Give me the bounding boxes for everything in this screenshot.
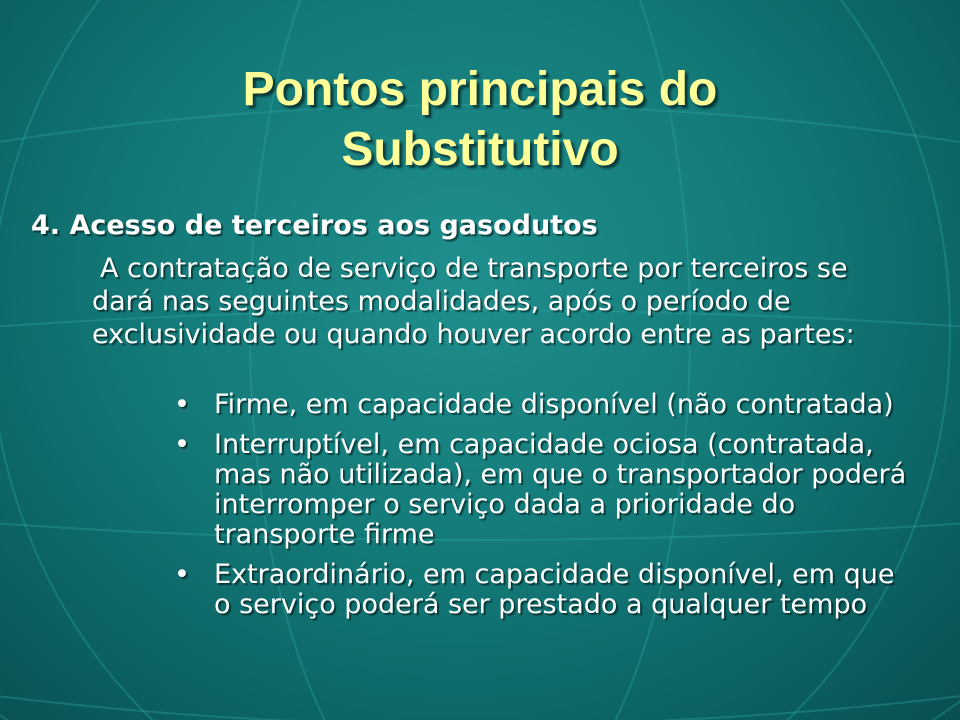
bullet-text: Firme, em capacidade disponível (não contratada) — [214, 389, 894, 420]
slide-title — [0, 60, 960, 180]
bullet-icon: • — [174, 389, 190, 420]
title-line-2: Substitutivo — [341, 123, 619, 176]
list-item — [172, 560, 912, 620]
list-item — [172, 430, 912, 550]
bullet-text: Extraordinário, em capacidade disponível, em que o serviço poderá ser prestado a qualquer tempo — [214, 559, 895, 620]
bullet-list — [172, 390, 912, 630]
section-heading: 4. Acesso de terceiros aos gasodutos — [31, 210, 598, 241]
list-item — [172, 390, 912, 420]
bullet-icon: • — [174, 429, 190, 460]
title-line-1: Pontos principais do — [242, 63, 718, 116]
intro-paragraph: A contratação de serviço de transporte por terceiros se dará nas seguintes modalidades, após o período de exclusividade ou quando houver acordo entre as partes: — [92, 253, 855, 350]
bullet-text: Interruptível, em capacidade ociosa (contratada, mas não utilizada), em que o transportador poderá interromper o serviço dada a prioridade do transporte firme — [214, 429, 907, 550]
bullet-icon: • — [174, 559, 190, 590]
